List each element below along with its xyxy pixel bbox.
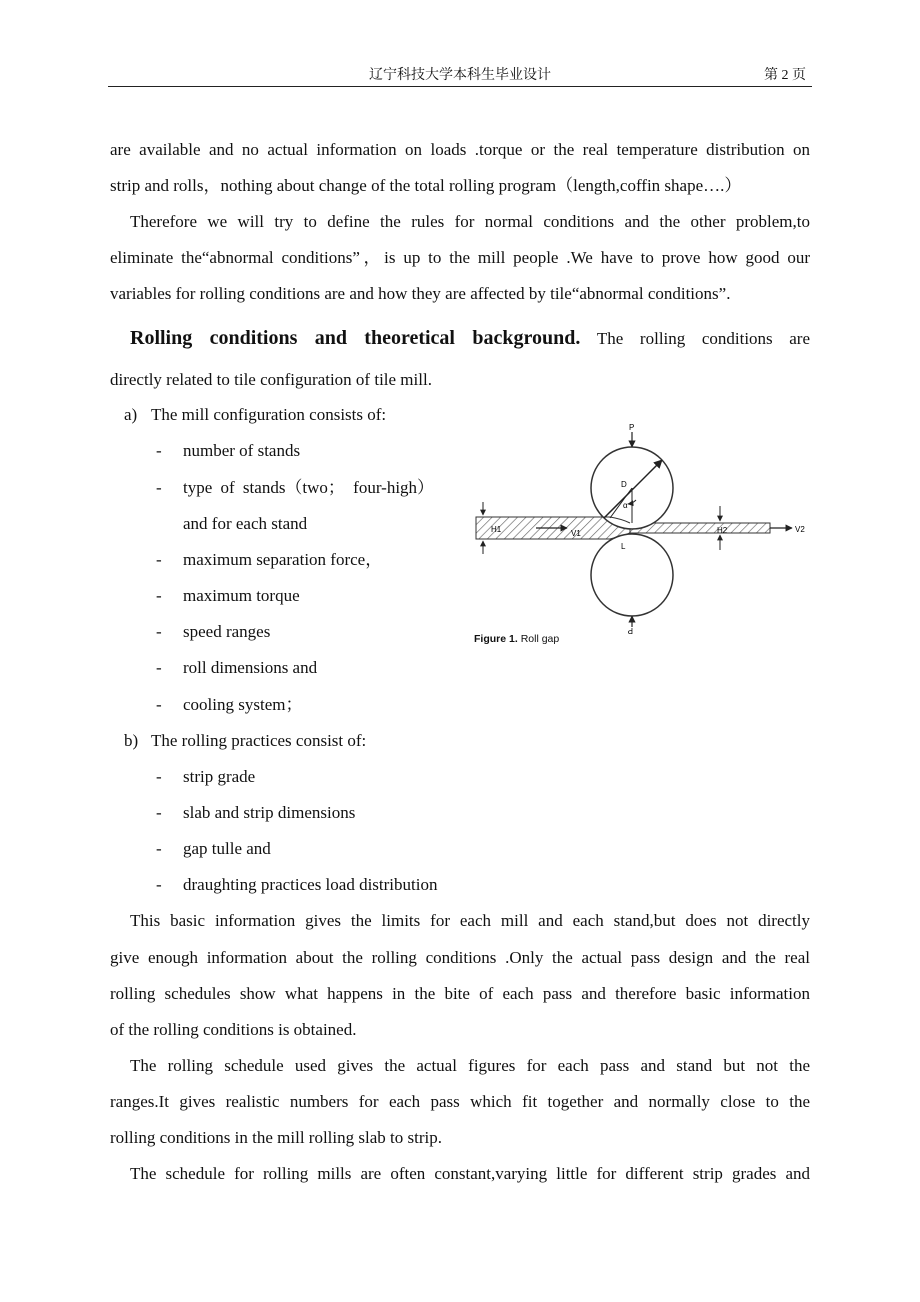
list-a-label: The mill configuration consists of:: [151, 405, 387, 424]
figure-caption-text: Roll gap: [520, 633, 560, 645]
bullet-dash: -: [156, 478, 162, 497]
label-l: L: [621, 542, 626, 551]
header-title: 辽宁科技大学本科生毕业设计: [369, 68, 551, 83]
figure-caption-number: Figure 1.: [474, 633, 518, 645]
list-a-marker: a): [124, 405, 138, 424]
bullet-dash: -: [156, 658, 162, 677]
list-item: draughting practices load distribution: [183, 875, 438, 894]
para2-line1: Therefore we will try to define the rules for normal conditions and the other problem,to: [130, 212, 810, 231]
para1-line2: strip and rolls，nothing about change of the total rolling program（length,coffin shape….）: [110, 176, 742, 195]
para2-line3: variables for rolling conditions are and how they are affected by tile“abnormal conditions”.: [110, 284, 731, 303]
label-v1: V1: [571, 529, 581, 538]
bullet-dash: -: [156, 550, 162, 569]
list-item: cooling system；: [183, 695, 303, 714]
bullet-dash: -: [156, 441, 162, 460]
bullet-dash: -: [156, 622, 162, 641]
bullet-dash: -: [156, 839, 162, 858]
para4-line1: This basic information gives the limits for each mill and each stand,but does not directly: [130, 911, 810, 930]
bullet-dash: -: [156, 767, 162, 786]
list-b-marker: b): [124, 731, 139, 750]
para5-line3: rolling conditions in the mill rolling slab to strip.: [110, 1128, 442, 1147]
para4-line3: rolling schedules show what happens in the bite of each pass and therefore basic information: [110, 984, 810, 1003]
figure-caption: [474, 633, 559, 645]
label-alpha: α: [623, 501, 628, 510]
para6-line1: The schedule for rolling mills are often constant,varying little for different strip grades and: [130, 1164, 810, 1183]
list-item: strip grade: [183, 767, 256, 786]
bullet-dash: -: [156, 875, 162, 894]
section-heading-line: [130, 320, 810, 357]
para4-line2: give enough information about the rolling conditions .Only the actual pass design and the real: [110, 948, 810, 967]
list-item: type of stands（two； four-high）: [183, 478, 435, 497]
para4-line4: of the rolling conditions is obtained.: [110, 1020, 357, 1039]
list-b-label: The rolling practices consist of:: [151, 731, 367, 750]
para5-line2: ranges.It gives realistic numbers for each pass which fit together and normally close to the: [110, 1092, 810, 1111]
para5-line1: The rolling schedule used gives the actual figures for each pass and stand but not the: [130, 1056, 810, 1075]
para2-line2: eliminate the“abnormal conditions”，is up to the mill people .We have to prove how good our: [110, 248, 810, 267]
label-v2: V2: [795, 525, 805, 534]
para3-line1: The rolling conditions are: [596, 329, 811, 348]
list-item: gap tulle and: [183, 839, 271, 858]
section-heading: Rolling conditions and theoretical background.: [130, 327, 581, 349]
list-item: speed ranges: [183, 622, 271, 641]
roll-gap-figure: [470, 420, 815, 655]
list-item: maximum separation force，: [183, 550, 383, 569]
bullet-dash: -: [156, 695, 162, 714]
list-item: maximum torque: [183, 586, 300, 605]
label-p-top: P: [629, 423, 635, 432]
label-p-bottom: P: [627, 626, 633, 635]
bullet-dash: -: [156, 803, 162, 822]
para1-line1: are available and no actual information on loads .torque or the real temperature distribution on: [110, 140, 810, 159]
para3-line2: directly related to tile configuration of tile mill.: [110, 370, 432, 389]
label-h1: H1: [491, 525, 502, 534]
page-header: [108, 62, 812, 87]
lower-roll: [591, 534, 673, 616]
list-item: number of stands: [183, 441, 301, 460]
list-item: roll dimensions and: [183, 658, 318, 677]
list-item: slab and strip dimensions: [183, 803, 356, 822]
label-d: D: [621, 480, 627, 489]
label-h2: H2: [717, 526, 728, 535]
bullet-dash: -: [156, 586, 162, 605]
list-item: and for each stand: [183, 514, 308, 533]
page-number: 第 2 页: [764, 68, 806, 83]
